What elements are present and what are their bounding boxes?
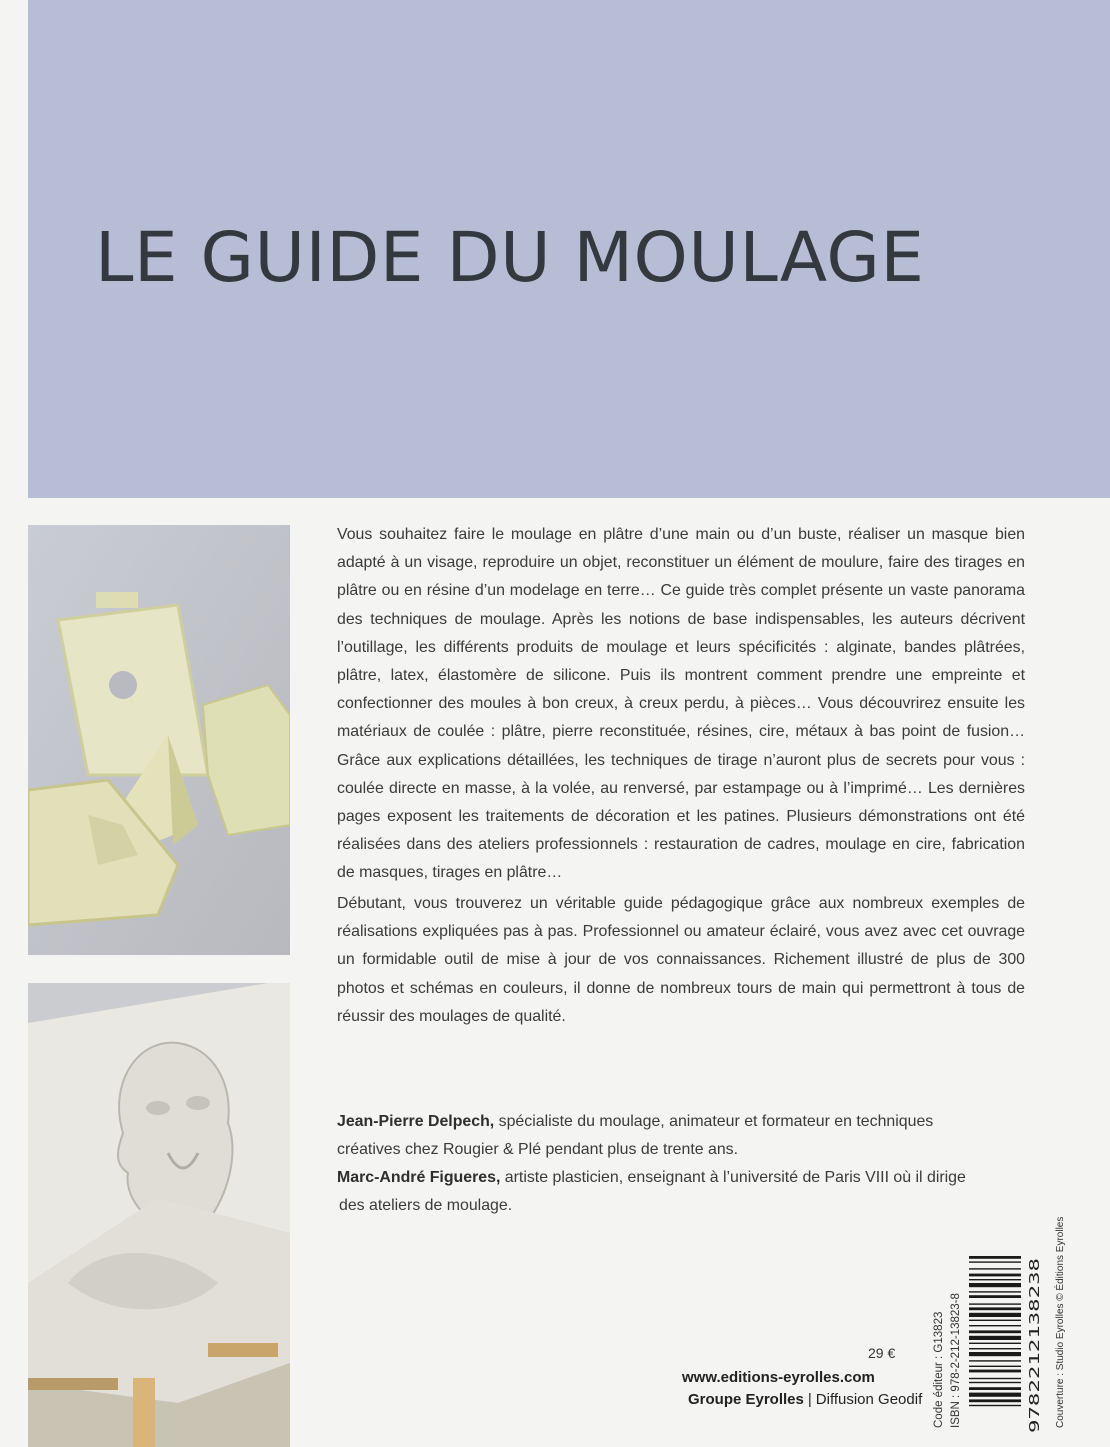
description-paragraph-2: Débutant, vous trouverez un véritable guide pédagogique grâce aux nombreux exemples de réalisations expliquées pas à pas. Professionnel ou amateur éclairé, vous avez avec cet ouvrage un formidable outil de mise à jour de vos connaissances. Richement illustré de plus de 300 photos et schémas en couleurs, il donne de nombreux tours de main qui permettront à tous de réussir des moulages de qualité. — [337, 895, 1025, 1025]
publisher-group: Groupe Eyrolles — [688, 1391, 804, 1408]
barcode-bar — [969, 1336, 1021, 1340]
barcode-bar — [969, 1352, 1021, 1356]
author-1-bio-continued: créatives chez Rougier & Plé pendant plus de trente ans. — [337, 1141, 739, 1158]
barcode-bar — [969, 1274, 1021, 1277]
author-1-name: Jean-Pierre Delpech, — [337, 1113, 495, 1130]
barcode-bar — [969, 1283, 1021, 1287]
publisher-website: www.editions-eyrolles.com — [682, 1369, 875, 1386]
barcode-bar — [969, 1360, 1021, 1361]
photo-gargoyle-mold — [28, 983, 290, 1447]
barcode-bar — [969, 1393, 1021, 1397]
barcode-bar — [969, 1366, 1021, 1367]
barcode-bar — [969, 1320, 1021, 1321]
barcode-bar — [969, 1370, 1021, 1373]
barcode-bar — [969, 1295, 1021, 1298]
barcode-bar — [969, 1313, 1021, 1317]
isbn: ISBN : 978-2-212-13823-8 — [950, 1293, 962, 1428]
barcode-bar — [969, 1348, 1021, 1349]
code-editeur: Code éditeur : G13823 — [933, 1311, 945, 1428]
authors-section — [337, 1108, 1037, 1220]
publisher-line — [688, 1391, 922, 1408]
barcode-bar — [969, 1387, 1021, 1390]
barcode-bar — [969, 1343, 1021, 1344]
author-2 — [337, 1164, 1037, 1192]
barcode-bar — [969, 1325, 1021, 1326]
barcode-bar — [969, 1279, 1021, 1280]
book-title: LE GUIDE DU MOULAGE — [95, 218, 925, 298]
barcode-bars — [969, 1256, 1021, 1406]
price: 29 € — [868, 1345, 896, 1361]
barcode-bar — [969, 1307, 1021, 1310]
barcode-bar — [969, 1382, 1021, 1383]
author-1-bio: spécialiste du moulage, animateur et formateur en techniques — [494, 1113, 934, 1130]
barcode-bar — [969, 1291, 1021, 1292]
isbn-barcode — [967, 1253, 1042, 1436]
publisher-diffusion: Diffusion Geodif — [815, 1391, 923, 1408]
author-1 — [337, 1108, 1037, 1136]
cover-credits: Couverture : Studio Eyrolles © Éditions Eyrolles — [1055, 1216, 1066, 1428]
barcode-bar — [969, 1330, 1021, 1333]
barcode-bar — [969, 1303, 1021, 1304]
barcode-bar — [969, 1261, 1021, 1262]
barcode-digits: 9782212138238 — [1028, 1331, 1042, 1433]
author-2-name: Marc-André Figueres, — [337, 1169, 501, 1186]
barcode-bar — [969, 1405, 1021, 1406]
barcode-bar — [969, 1378, 1021, 1379]
description-paragraph-1: Vous souhaitez faire le moulage en plâtre d’une main ou d’un buste, réaliser un masque bien adapté à un visage, reproduire un objet, reconstituer un élément de moulure, faire des tirages en plâtre ou en résine d’un modelage en terre… Ce guide très complet présente un vaste panorama des techniques de moulage. Après les notions de base indispensables, les auteurs décrivent l’outillage, les différents produits de moulage et leurs spécificités : alginate, bandes plâtrées, plâtre, latex, élastomère de silicone. Puis ils montrent comment prendre une empreinte et confectionner des moules à bon creux, à creux perdu, à pièces… Vous découvrirez ensuite les matériaux de coulée : plâtre, pierre reconstituée, résines, cire, métaux à bas point de fusion… Grâce aux explications détaillées, les techniques de tirage n’auront plus de secrets pour vous : coulée directe en masse, à la volée, au renversé, par estampage ou à l’imprimé… Les dernières pages exposent les traitements de décoration et les patines. Plusieurs démonstrations ont été réalisées dans des ateliers professionnels : restauration de cadres, moulage en cire, fabrication de masques, tirages en plâtre… — [337, 526, 1025, 882]
author-2-bio: artiste plasticien, enseignant à l’université de Paris VIII où il dirige — [500, 1169, 966, 1186]
barcode-bar — [969, 1256, 1021, 1259]
photo-plaster-molds — [28, 525, 290, 955]
barcode-bar — [969, 1399, 1021, 1402]
barcode-bar — [969, 1268, 1021, 1269]
author-2-bio-continued: des ateliers de moulage. — [339, 1197, 513, 1214]
publisher-separator: | — [807, 1391, 812, 1408]
